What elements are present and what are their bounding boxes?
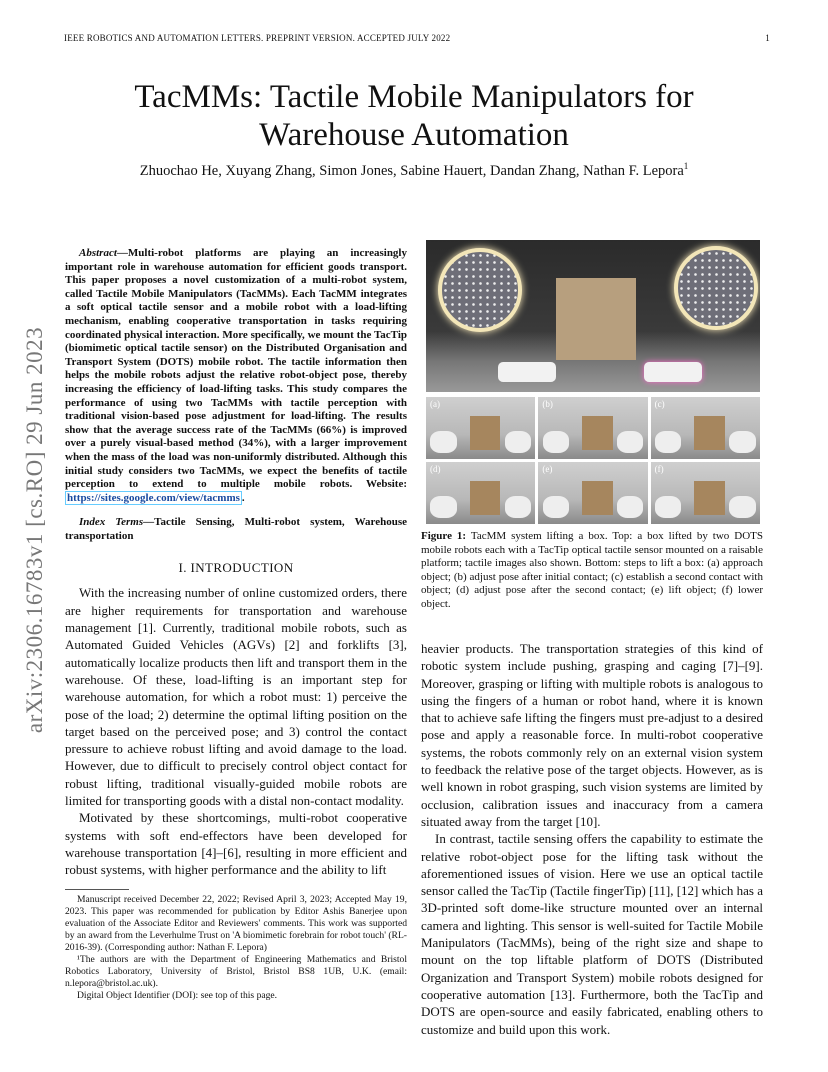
panel-label: (f) xyxy=(654,464,664,474)
footnote-manuscript: Manuscript received December 22, 2022; Revised April 3, 2023; Accepted May 19, 2023. This paper was recommended for publication by Editor Ashis Banerjee upon evaluation of the Associate Editor and Reviewers' comments. This work was supported by an award from the Leverhulme Trust on 'A biomimetic forebrain for robot touch' (RL-2016-39). (Corresponding author: Nathan F. Lepora) xyxy=(65,893,407,953)
tactile-image-left xyxy=(438,248,522,332)
left-column xyxy=(65,236,407,1002)
author-affiliation-mark: 1 xyxy=(683,161,689,171)
right-column xyxy=(421,640,763,1038)
robot-right xyxy=(644,362,702,382)
journal-header: IEEE ROBOTICS AND AUTOMATION LETTERS. PREPRINT VERSION. ACCEPTED JULY 2022 xyxy=(64,33,451,43)
panel-e xyxy=(538,462,647,524)
robot-left xyxy=(498,362,556,382)
right-paragraph-2: In contrast, tactile sensing offers the capability to estimate the relative robot-object pose for the lifting task without the aforementioned issues of vision. Here we use an optical tactile sensor called the TacTip (Tactile fingerTip) [11], [12] which has a 3D-printed soft dome-like structure mounted over an internal camera and lighting. This sensor is well-suited for Tactile Mobile Manipulators (TacMMs), being of the right size and shape to mount on the top liftable platform of DOTS (Distributed Organization and Transport System) mobile robots designed for cooperative automation [13]. Furthermore, both the TacTip and DOTS are open-source and easily fabricated, enabling others to customize and build upon this work. xyxy=(421,831,763,1037)
page-number: 1 xyxy=(765,33,770,43)
panel-d xyxy=(426,462,535,524)
panel-label: (e) xyxy=(542,464,553,474)
authors-text: Zhuochao He, Xuyang Zhang, Simon Jones, Sabine Hauert, Dandan Zhang, Nathan F. Lepora xyxy=(139,162,684,179)
panel-a xyxy=(426,397,535,459)
panel-label: (b) xyxy=(542,399,553,409)
arxiv-stamp xyxy=(10,300,60,760)
panel-f xyxy=(651,462,760,524)
panel-b xyxy=(538,397,647,459)
tactile-image-right xyxy=(674,246,758,330)
right-paragraph-1: heavier products. The transportation strategies of this kind of robotic system include pushing, grasping and caging [7]–[9]. Moreover, grasping or lifting with multiple robots is analogous to using the fingers of a human or robot hand, where it is known that to achieve safe lifting the fingers must pre-adjust to a desired pose and apply a reasonable force. In multi-robot cooperative systems, the robots commonly rely on an external vision system to feedback the relative pose of the target objects. However, as is well known in robot grasping, such vision systems are limited by occlusion, calibration issues and inaccuracy from a camera situated away from the target [10]. xyxy=(421,641,763,829)
figure-caption xyxy=(421,530,763,612)
panel-label: (a) xyxy=(430,399,440,409)
website-link[interactable]: https://sites.google.com/view/tacmms xyxy=(67,491,240,504)
abstract-label: Abstract xyxy=(79,247,117,259)
figure-top-photo xyxy=(426,240,760,392)
intro-paragraph-2: Motivated by these shortcomings, multi-robot cooperative systems with soft end-effectors have been developed for warehouse transportation [4]–[6], resulting in more efficient and robust systems, with higher performance and the ability to lift xyxy=(65,810,407,878)
figure-step-panels xyxy=(426,397,760,524)
panel-label: (c) xyxy=(654,399,665,409)
panel-label: (d) xyxy=(430,464,441,474)
paper-title: TacMMs: Tactile Mobile Manipulators for Warehouse Automation xyxy=(134,79,694,153)
abstract-end: . xyxy=(241,491,245,504)
index-terms-label: Index Terms xyxy=(79,516,144,529)
arxiv-stamp-text: arXiv:2306.16783v1 [cs.RO] 29 Jun 2023 xyxy=(22,326,47,734)
running-header xyxy=(64,33,770,43)
abstract-text: —Multi-robot platforms are playing an increasingly important role in warehouse automation for efficient goods transport. This paper proposes a novel customization of a multi-robot system, called Tactile Mobile Manipulators (TacMMs). Each TacMM integrates a soft optical tactile sensor and a mobile robot with a load-lifting mechanism, enabling cooperative transportation in tasks requiring coordinated physical interaction. More specifically, we mount the TacTip (biomimetic optical tactile sensor) on the Distributed Organisation and Transport System (DOTS) mobile robot. The tactile information then helps the mobile robots adjust the relative robot-object pose, thereby increasing the efficiency of load-lifting tasks. This study compares the performance of using two TacMMs with tactile perception with traditional vision-based pose adjustment for load-lifting. The results show that the average success rate of the TacMMs (66%) is improved over a purely visual-based method (34%), with a larger improvement when the mass of the load was non-uniformly distributed. Although this initial study considers two TacMMs, we expect the benefits of tactile perception to extend to multiple mobile robots. Website: xyxy=(65,247,407,491)
footnote-affiliation: ¹The authors are with the Department of Engineering Mathematics and Bristol Robotics Laboratory, University of Bristol, Bristol BS8 1UB, U.K. (email: n.lepora@bristol.ac.uk). xyxy=(65,953,407,989)
figure-caption-label: Figure 1: xyxy=(421,530,467,542)
index-terms xyxy=(65,516,407,543)
footnote-rule xyxy=(65,889,129,890)
index-terms-text: —Tactile Sensing, Multi-robot system, Warehouse transportation xyxy=(65,516,407,542)
abstract xyxy=(65,247,407,505)
author-list xyxy=(60,161,768,180)
panel-c xyxy=(651,397,760,459)
figure-caption-text: TacMM system lifting a box. Top: a box lifted by two DOTS mobile robots each with a TacTip optical tactile sensor mounted on a raisable platform; tactile images also shown. Bottom: steps to lift a box: (a) approach object; (b) adjust pose after initial contact; (c) establish a second contact with object; (d) adjust pose after the second contact; (e) lift object; (f) lower object. xyxy=(421,530,763,610)
footnote-doi: Digital Object Identifier (DOI): see top of this page. xyxy=(77,989,278,1001)
section-heading: I. INTRODUCTION xyxy=(178,560,294,576)
lifted-box xyxy=(556,278,636,360)
intro-paragraph-1: With the increasing number of online customized orders, there are higher requirements for transportation and warehouse management [1]. Currently, traditional mobile robots, such as Automated Guided Vehicles (AGVs) [2] and forklifts [3], automatically localize products then lift and transport them in the warehouse. Of these, load-lifting is an important step for warehouse automation, for which a robot must: 1) perceive the pose of the load; 2) determine the optimal lifting position on the target based on the perceived pose; and 3) control the contact pressure to achieve robust lifting and avoid damage to the load. However, due to difficult to precisely control object contact for robust lifting, traditional visually-guided mobile robots are limited for transporting goods with a distal non-contact modality. xyxy=(65,585,407,809)
